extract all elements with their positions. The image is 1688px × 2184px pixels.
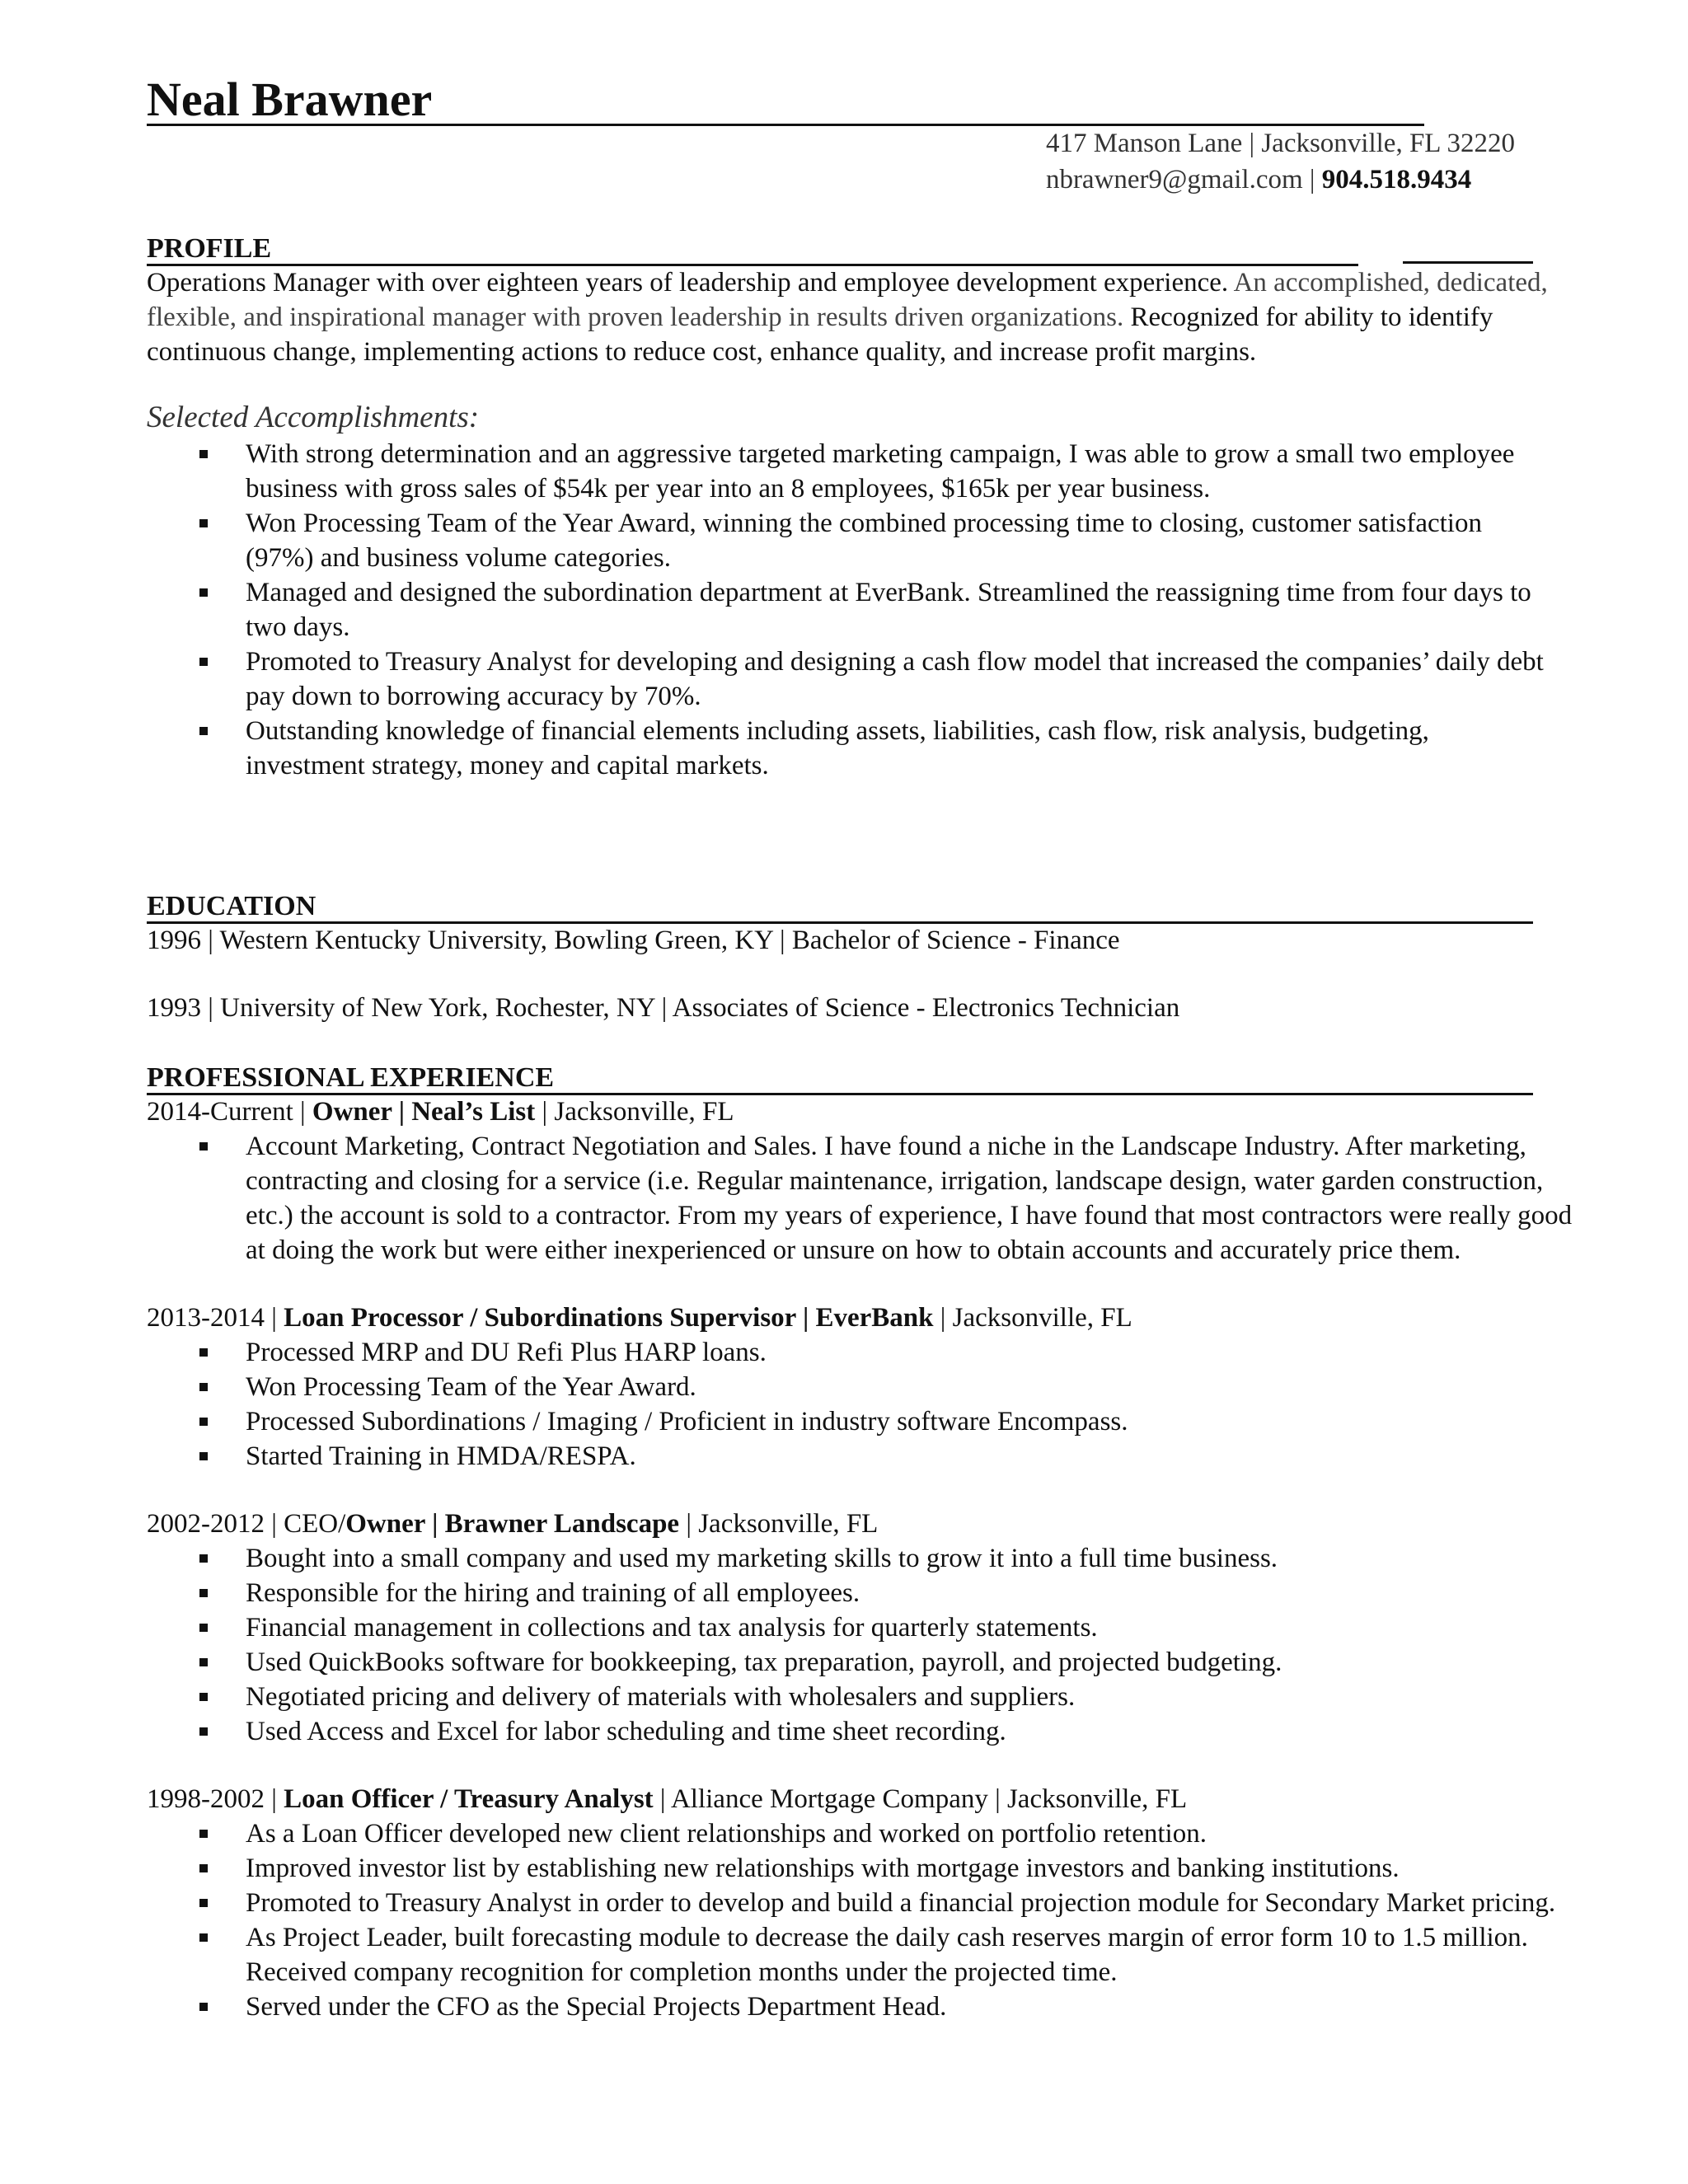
list-item: Responsible for the hiring and training of all employees.	[147, 1576, 1581, 1610]
job-location: | Jacksonville, FL	[542, 1097, 734, 1127]
job-title: Loan Officer / Treasury Analyst	[284, 1784, 654, 1814]
job-dates: 2013-2014 |	[147, 1303, 277, 1333]
job-entry	[147, 1782, 1581, 2024]
job-entry	[147, 1301, 1581, 1474]
job-header	[147, 1507, 1581, 1541]
list-item: As a Loan Officer developed new client relationships and worked on portfolio retention.	[147, 1816, 1581, 1851]
list-item: Outstanding knowledge of financial elements including assets, liabilities, cash flow, risk analysis, budgeting, investment strategy, money and capital markets.	[147, 714, 1548, 783]
list-item: Bought into a small company and used my marketing skills to grow it into a full time business.	[147, 1541, 1581, 1576]
job-entry	[147, 1507, 1581, 1749]
accomplishments-heading: Selected Accomplishments:	[147, 401, 480, 434]
list-item: Used Access and Excel for labor scheduling and time sheet recording.	[147, 1714, 1581, 1749]
job-header	[147, 1782, 1581, 1816]
job-title: Owner | Neal’s List	[312, 1097, 536, 1127]
education-entry: 1996 | Western Kentucky University, Bowling Green, KY | Bachelor of Science - Finance	[147, 926, 1120, 955]
job-location: | Jacksonville, FL	[686, 1509, 879, 1539]
profile-summary	[147, 265, 1548, 369]
profile-text-2: An accomplished, dedicated, flexible, and inspirational manager with proven leadership in results driven organizations.	[147, 268, 1548, 332]
job-location: | Alliance Mortgage Company | Jacksonville, FL	[659, 1784, 1188, 1814]
job-header	[147, 1094, 1581, 1129]
list-item: Served under the CFO as the Special Projects Department Head.	[147, 1990, 1581, 2024]
education-section	[147, 923, 1581, 1025]
job-header	[147, 1301, 1581, 1335]
profile-text-3: Recognized for ability to identify continuous change, implementing actions to reduce cost, enhance quality, and increase profit margins.	[147, 302, 1493, 367]
list-item: Used QuickBooks software for bookkeeping, tax preparation, payroll, and projected budgeting.	[147, 1645, 1581, 1680]
contact-block	[1046, 125, 1515, 198]
education-entry: 1993 | University of New York, Rochester, NY | Associates of Science - Electronics Technician	[147, 993, 1180, 1023]
phone: 904.518.9434	[1321, 165, 1472, 194]
job-dates: 2014-Current |	[147, 1097, 306, 1127]
job-location: | Jacksonville, FL	[940, 1303, 1132, 1333]
list-item: Improved investor list by establishing new relationships with mortgage investors and banking institutions.	[147, 1851, 1581, 1886]
candidate-name: Neal Brawner	[147, 73, 1424, 126]
profile-heading: PROFILE	[147, 232, 1358, 266]
list-item: Promoted to Treasury Analyst in order to develop and build a financial projection module for Secondary Market pricing.	[147, 1886, 1581, 1920]
list-item: As Project Leader, built forecasting module to decrease the daily cash reserves margin of error form 10 to 1.5 million. Received company recognition for completion months under the projected time.	[147, 1920, 1581, 1990]
list-item: Processed Subordinations / Imaging / Proficient in industry software Encompass.	[147, 1404, 1581, 1439]
accomplishments-list	[147, 437, 1548, 783]
address: 417 Manson Lane | Jacksonville, FL 32220	[1045, 129, 1515, 158]
profile-section	[147, 265, 1548, 783]
profile-heading-rule	[1403, 261, 1533, 264]
job-dates: 1998-2002 |	[147, 1784, 277, 1814]
job-bullets	[147, 1335, 1581, 1474]
contact-separator: |	[1309, 165, 1315, 194]
job-bullets	[147, 1541, 1581, 1749]
profile-text-1: Operations Manager with over eighteen years of leadership and employee development experience.	[147, 268, 1229, 298]
list-item: Promoted to Treasury Analyst for developing and designing a cash flow model that increased the companies’ daily debt pay down to borrowing accuracy by 70%.	[147, 644, 1548, 714]
job-bullets	[147, 1129, 1581, 1268]
email-phone-line	[1046, 162, 1515, 198]
list-item: Account Marketing, Contract Negotiation and Sales. I have found a niche in the Landscape Industry. After marketing, contracting and closing for a service (i.e. Regular maintenance, irrigation, landscape design, water garden construction, etc.) the account is sold to a contractor. From my years of experience, I have found that most contractors were really good at doing the work but were either inexperienced or unsure on how to obtain accounts and accurately price them.	[147, 1129, 1581, 1268]
list-item: Won Processing Team of the Year Award, winning the combined processing time to closing, customer satisfaction (97%) and business volume categories.	[147, 506, 1548, 575]
job-title: Loan Processor / Subordinations Supervisor | EverBank	[284, 1303, 934, 1333]
email: nbrawner9@gmail.com	[1045, 165, 1303, 194]
job-dates: 2002-2012 | CEO/	[147, 1509, 346, 1539]
job-title: Owner | Brawner Landscape	[345, 1509, 680, 1539]
list-item: Won Processing Team of the Year Award.	[147, 1370, 1581, 1404]
list-item: Managed and designed the subordination department at EverBank. Streamlined the reassigning time from four days to two days.	[147, 575, 1548, 644]
list-item: Processed MRP and DU Refi Plus HARP loans.	[147, 1335, 1581, 1370]
list-item: Started Training in HMDA/RESPA.	[147, 1439, 1581, 1474]
list-item: With strong determination and an aggressive targeted marketing campaign, I was able to grow a small two employee business with gross sales of $54k per year into an 8 employees, $165k per year business.	[147, 437, 1548, 506]
job-entry	[147, 1094, 1581, 1268]
experience-heading: PROFESSIONAL EXPERIENCE	[147, 1062, 1533, 1095]
job-bullets	[147, 1816, 1581, 2024]
list-item: Negotiated pricing and delivery of materials with wholesalers and suppliers.	[147, 1680, 1581, 1714]
education-heading: EDUCATION	[147, 890, 1533, 924]
list-item: Financial management in collections and tax analysis for quarterly statements.	[147, 1610, 1581, 1645]
experience-section	[147, 1094, 1581, 2024]
